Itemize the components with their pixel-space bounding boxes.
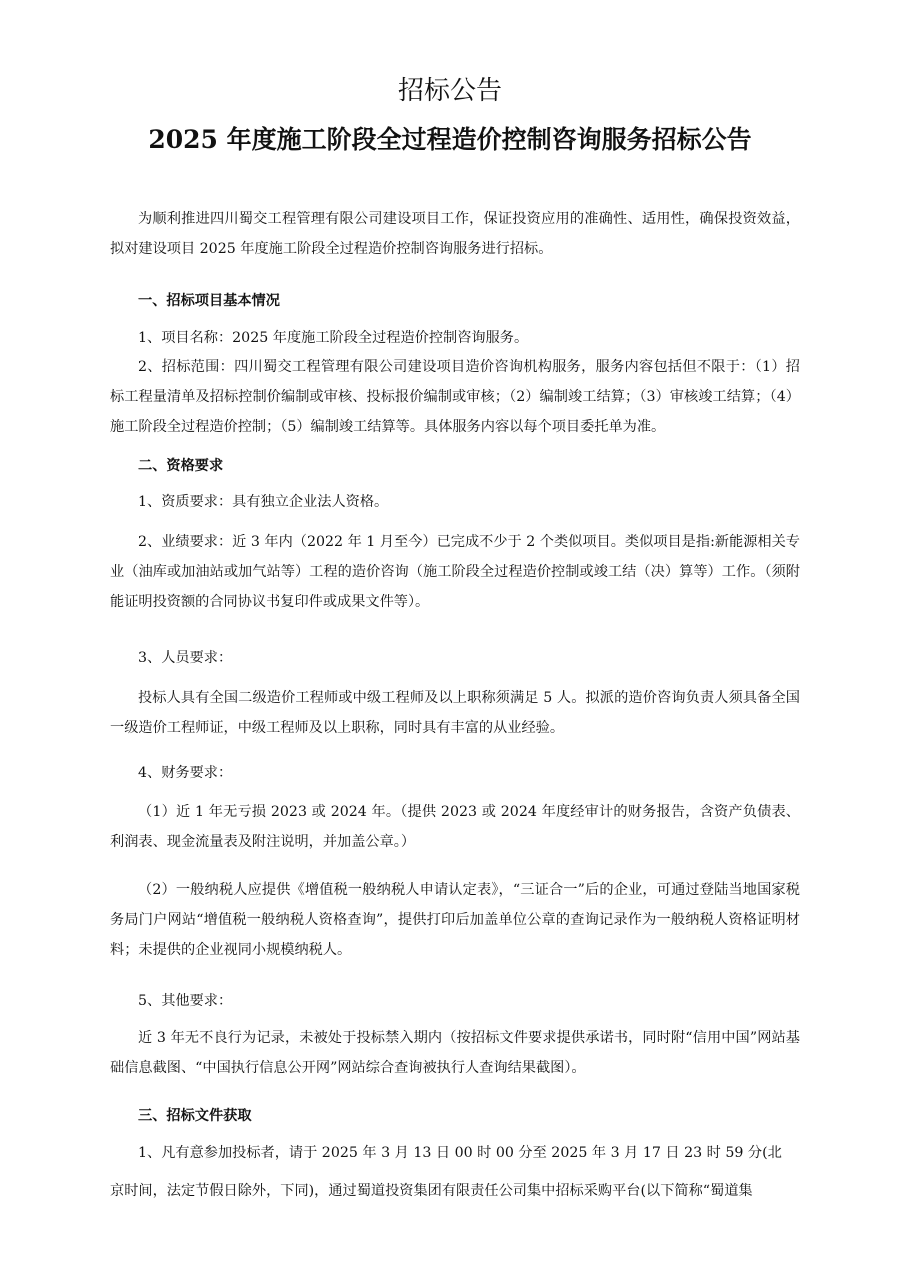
section2-item1: 1、资质要求：具有独立企业法人资格。 bbox=[138, 494, 389, 510]
section1-heading: 一、招标项目基本情况 bbox=[138, 293, 280, 309]
section2-item3-text: 投标人具有全国二级造价工程师或中级工程师及以上职称须满足 5 人。拟派的造价咨询负责人须具备全国一级造价工程师证，中级工程师及以上职称，同时具有丰富的从业经验。 bbox=[110, 690, 800, 736]
section2-item2: 2、业绩要求：近 3 年内（2022 年 1 月至今）已完成不少于 2 个类似项目。类似项目是指:新能源相关专业（油库或加油站或加气站等）工程的造价咨询（施工阶段全过程造价控制或竣工结（决）算等）工作。（须附能证明投资额的合同协议书复印件或成果文件等）。 bbox=[110, 534, 800, 610]
document-subtitle: 2025 年度施工阶段全过程造价控制咨询服务招标公告 bbox=[148, 125, 752, 154]
document-title: 招标公告 bbox=[397, 76, 502, 106]
section2-item4-text1: （1）近 1 年无亏损 2023 或 2024 年。（提供 2023 或 2024 年度经审计的财务报告，含资产负债表、利润表、现金流量表及附注说明，并加盖公章。） bbox=[110, 804, 800, 850]
section1-item1: 1、项目名称：2025 年度施工阶段全过程造价控制咨询服务。 bbox=[138, 330, 529, 346]
intro-paragraph: 为顺利推进四川蜀交工程管理有限公司建设项目工作，保证投资应用的准确性、适用性，确保投资效益，拟对建设项目 2025 年度施工阶段全过程造价控制咨询服务进行招标。 bbox=[110, 211, 800, 257]
section2-heading: 二、资格要求 bbox=[138, 458, 224, 474]
section2-item5-text: 近 3 年无不良行为记录，未被处于投标禁入期内（按招标文件要求提供承诺书，同时附“信用中国”网站基础信息截图、“中国执行信息公开网”网站综合查询被执行人查询结果截图）。 bbox=[110, 1030, 800, 1076]
section2-item5-label: 5、其他要求： bbox=[138, 993, 233, 1009]
section3-item1-line2: 京时间，法定节假日除外，下同)，通过蜀道投资集团有限责任公司集中招标采购平台(以下简称“蜀道集 bbox=[110, 1183, 753, 1199]
section2-item4-label: 4、财务要求： bbox=[138, 765, 233, 781]
section2-item3-label: 3、人员要求： bbox=[138, 650, 233, 666]
section3-heading: 三、招标文件获取 bbox=[138, 1108, 252, 1124]
section2-item4-text2: （2）一般纳税人应提供《增值税一般纳税人申请认定表》，“三证合一”后的企业，可通过登陆当地国家税务局门户网站“增值税一般纳税人资格查询”，提供打印后加盖单位公章的查询记录作为一般纳税人资格证明材料；未提供的企业视同小规模纳税人。 bbox=[110, 882, 800, 958]
section1-item2: 2、招标范围：四川蜀交工程管理有限公司建设项目造价咨询机构服务，服务内容包括但不限于：（1）招标工程量清单及招标控制价编制或审核、投标报价编制或审核；（2）编制竣工结算；（3）审核竣工结算；（4）施工阶段全过程造价控制；（5）编制竣工结算等。具体服务内容以每个项目委托单为准。 bbox=[110, 359, 800, 435]
section3-item1-line1: 1、凡有意参加投标者，请于 2025 年 3 月 13 日 00 时 00 分至 2025 年 3 月 17 日 23 时 59 分(北 bbox=[138, 1145, 782, 1161]
